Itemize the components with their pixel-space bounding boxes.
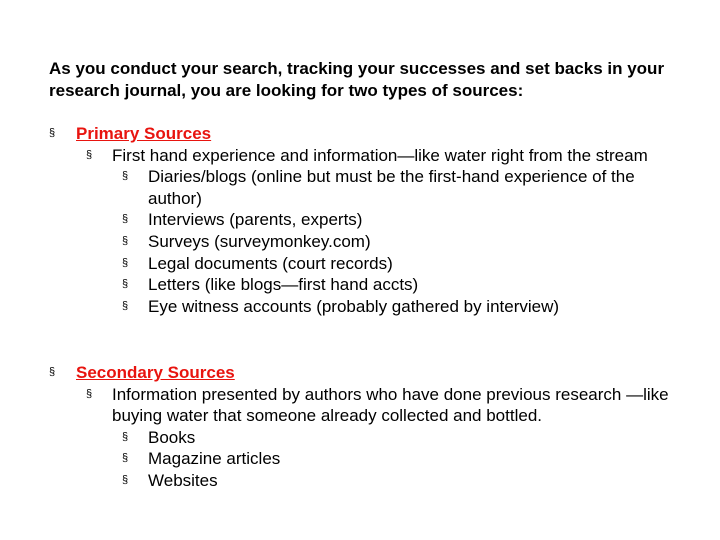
bullet-icon: §	[122, 278, 129, 291]
primary-sources-heading-row	[49, 123, 689, 145]
primary-sources-heading: Primary Sources	[76, 124, 212, 143]
list-item-label: Websites	[148, 470, 218, 490]
bullet-icon: §	[122, 430, 129, 443]
bullet-icon: §	[86, 148, 93, 161]
bullet-icon: §	[122, 299, 129, 312]
secondary-sources-description-row	[49, 384, 689, 427]
list-item	[49, 274, 689, 296]
bullet-icon: §	[122, 234, 129, 247]
list-item-label: Magazine articles	[148, 449, 281, 469]
bullet-icon: §	[49, 127, 56, 139]
secondary-sources-heading-row	[49, 362, 689, 384]
bullet-icon: §	[86, 387, 93, 400]
list-item	[49, 296, 689, 318]
list-item-label: Diaries/blogs (online but must be the first-hand experience of the author)	[148, 167, 635, 208]
bullet-icon: §	[122, 213, 129, 226]
primary-sources-description-row	[49, 145, 689, 167]
list-item-label: Eye witness accounts (probably gathered by interview)	[148, 296, 560, 316]
list-item	[49, 166, 689, 209]
list-item	[49, 427, 689, 449]
list-item-label: Legal documents (court records)	[148, 253, 393, 273]
bullet-icon: §	[122, 473, 129, 486]
list-item	[49, 470, 689, 492]
primary-sources-section	[49, 123, 689, 317]
list-item	[49, 231, 689, 253]
secondary-sources-description: Information presented by authors who have done previous research —like buying water that someone already collected and bottled.	[112, 384, 669, 426]
list-item	[49, 448, 689, 470]
list-item	[49, 209, 689, 231]
primary-sources-description: First hand experience and information—like water right from the stream	[112, 145, 648, 165]
list-item-label: Letters (like blogs—first hand accts)	[148, 275, 419, 295]
secondary-sources-heading: Secondary Sources	[76, 363, 235, 382]
list-item-label: Surveys (surveymonkey.com)	[148, 231, 371, 251]
bullet-icon: §	[122, 170, 129, 183]
list-item-label: Interviews (parents, experts)	[148, 210, 363, 230]
list-item	[49, 253, 689, 275]
bullet-icon: §	[49, 366, 56, 378]
bullet-icon: §	[122, 256, 129, 269]
secondary-sources-section	[49, 362, 689, 492]
bullet-icon: §	[122, 452, 129, 465]
list-item-label: Books	[148, 427, 196, 447]
intro-text: As you conduct your search, tracking your successes and set backs in your research journal, you are looking for two types of sources:	[49, 59, 665, 100]
